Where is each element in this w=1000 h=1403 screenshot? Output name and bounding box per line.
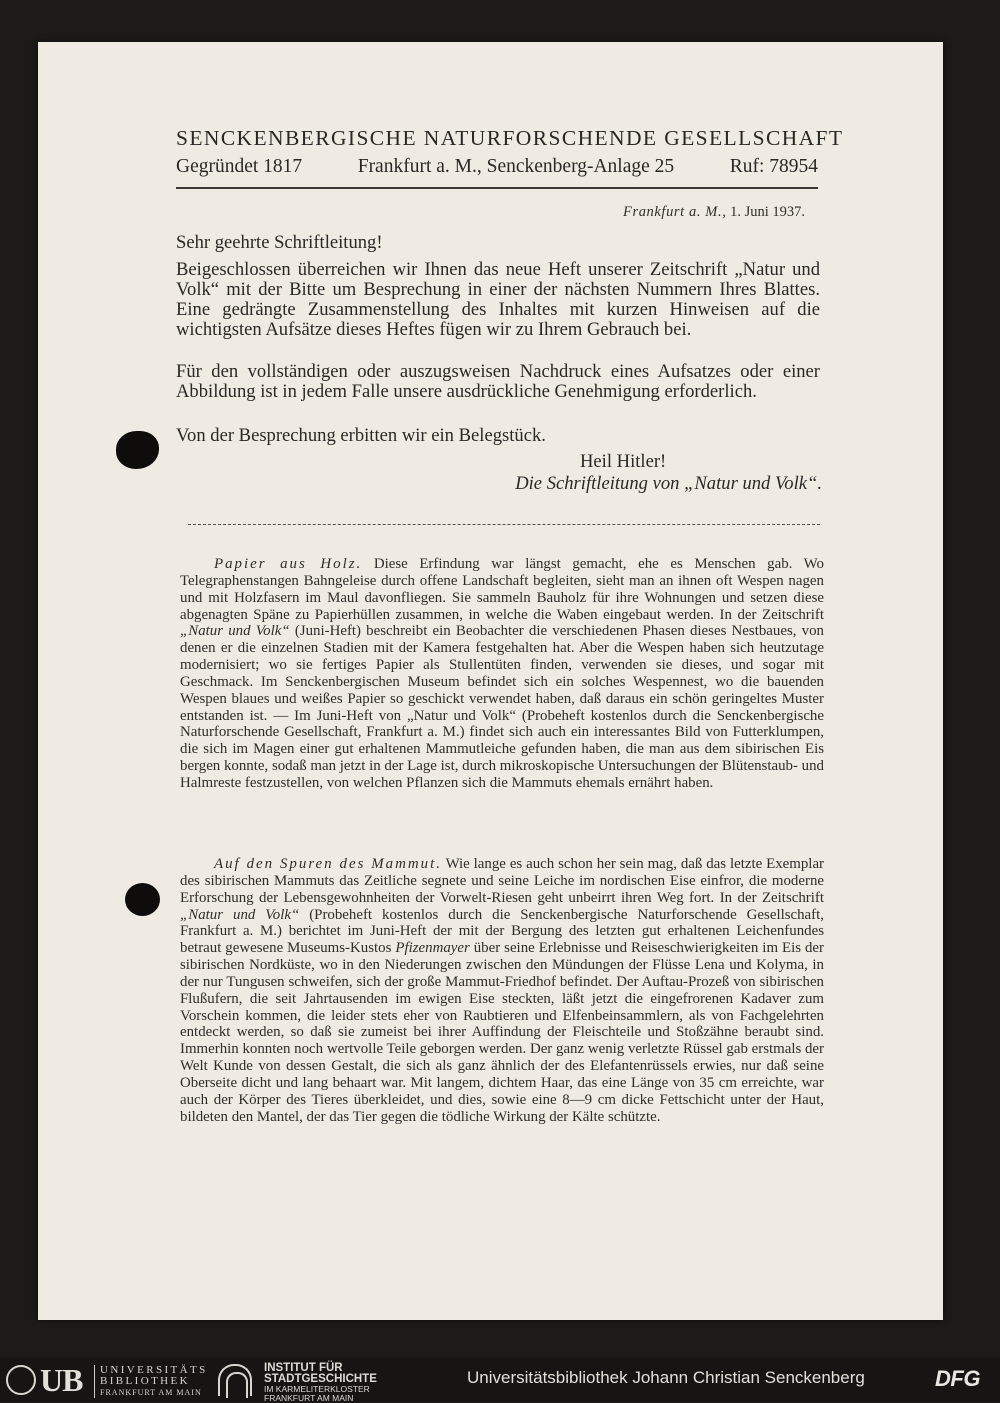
seal-icon <box>6 1365 36 1395</box>
institute-logo-text[interactable] <box>264 1363 377 1403</box>
address: Frankfurt a. M., Senckenberg-Anlage 25 <box>357 156 675 177</box>
ub-logo-text[interactable] <box>94 1365 208 1398</box>
letter-date <box>560 204 805 221</box>
journal-title: „Natur und Volk“ <box>180 623 290 640</box>
ig-line: INSTITUT FÜR <box>264 1362 343 1374</box>
letter-place: Frankfurt a. M., <box>623 204 727 220</box>
punch-hole <box>125 883 160 916</box>
letterhead-details <box>176 156 818 178</box>
article-text: über seine Erlebnisse und Reiseschwierigkeiten im Eis der sibirischen Nordküste, wo in den Niederungen zwischen den Mündungen der Flüsse Lena und Kolyma, in der nur Tungusen schweifen, sich der große Mammut-Friedhof befindet. Der Auftau-Prozeß von sibirischen Flußufern, die seit Jahrtausenden im ewigen Eise steckten, läßt jetzt die eingefrorenen Kadaver zum Vorschein kommen, die leider stets eher von Raubtieren und Elfenbeinsammlern, als von Fachgelehrten entdeckt werden, so daß sie zumeist bei ihrer Auffindung der Fleischteile und Stoßzähne beraubt sind. Immerhin konnten noch wertvolle Teile geborgen werden. Der ganz wenig verletzte Rüssel gab erstmals der Welt Kunde von dessen Gestalt, die sich als ganz ähnlich der des Elefantenrüssels erwies, nur daß seine Oberseite dicht und lang behaart war. Mit langem, dichtem Haar, das eine Länge von 35 cm erreichte, war auch der Körper des Tieres überkleidet, und dies, sowie eine 8—9 cm dicke Fettschicht unter der Haut, bildeten den Mantel, der das Tier gegen die tödliche Wirkung der Kälte schützte. <box>180 940 824 1125</box>
viewer-footer <box>0 1358 1000 1402</box>
article-paper-from-wood <box>180 556 824 792</box>
journal-title: „Natur und Volk“ <box>180 906 300 923</box>
article-mammoth-tracks <box>180 856 824 1126</box>
signature: Die Schriftleitung von „Natur und Volk“. <box>515 473 822 494</box>
phone-number: Ruf: 78954 <box>729 156 818 177</box>
organization-name: SENCKENBERGISCHE NATURFORSCHENDE GESELLSCHAFT <box>176 126 844 150</box>
cut-line <box>188 524 820 525</box>
library-name-link[interactable]: Universitätsbibliothek Johann Christian Senckenberg <box>467 1368 865 1387</box>
article-kicker: Papier aus Holz. <box>214 556 363 572</box>
ig-line: FRANKFURT AM MAIN <box>264 1393 354 1403</box>
letter-paragraph: Für den vollständigen oder auszugsweisen Nachdruck eines Aufsatzes oder einer Abbildung ist in jedem Falle unsere ausdrückliche Genehmigung erforderlich. <box>176 361 820 402</box>
article-text: Wie lange es auch schon her sein mag, daß das letzte Exemplar des sibirischen Mammuts das Zeitliche segnete und seine Leiche im nordischen Eise einfror, die moderne Erforschung der Lebensgewohnheiten der Vorwelt-Riesen geht unbeirrt ihren Weg fort. In der Zeitschrift <box>180 856 825 906</box>
ig-line: IM KARMELITERKLOSTER <box>264 1384 370 1394</box>
salutation: Sehr geehrte Schriftleitung! <box>176 232 383 253</box>
institute-arch-icon <box>218 1364 252 1396</box>
ub-logo-mark[interactable]: UB <box>40 1362 83 1398</box>
dfg-logo[interactable]: DFG <box>935 1366 980 1391</box>
ub-line: FRANKFURT AM MAIN <box>100 1388 202 1397</box>
ub-line: BIBLIOTHEK <box>100 1375 190 1387</box>
person-name: Pfizenmayer <box>395 940 470 957</box>
letterhead-rule <box>176 187 818 189</box>
closing: Heil Hitler! <box>580 451 667 472</box>
letter-paragraph: Von der Besprechung erbitten wir ein Belegstück. <box>176 425 546 446</box>
letter-date-value: 1. Juni 1937. <box>730 204 805 220</box>
article-text: (Probeheft kostenlos durch die Senckenbergische Naturforschende Gesellschaft, Frankfurt a. M.) berichtet im Juni-Heft der mit der Bergung des letzten gut erhaltenen Leichenfundes betraut gewesene Museums-Kustos <box>180 906 824 957</box>
article-text: (Juni-Heft) beschreibt ein Beobachter die verschiedenen Phasen dieses Nestbaues, von denen er die einzelnen Stadien mit der Kamera festgehalten hat. Aber die Wespen haben sich heutzutage modernisiert; wo sie fertiges Papier als Stullentüten finden, verwenden sie dieses, und sogar mit Geschmack. Im Senckenbergischen Museum befindet sich ein solches Wespennest, wo die bauenden Wespen blaues und weißes Papier so geschickt verwendet haben, daß daraus ein schön geringeltes Muster entstanden ist. — Im Juni-Heft von „Natur und Volk“ (Probeheft kostenlos durch die Senckenbergische Naturforschende Gesellschaft, Frankfurt a. M.) findet sich auch ein interessantes Bild von Futterklumpen, die sich im Magen einer gut erhaltenen Mammutleiche gefunden haben, die man aus dem sibirischen Eis bergen konnte, sodaß man jetzt in der Lage ist, durch mikroskopische Untersuchungen der Blütenstaub- und Halmreste festzustellen, von welchen Pflanzen sich die Mammuts ehemals ernährt haben. <box>180 623 824 791</box>
ub-line: UNIVERSITÄTS <box>100 1364 208 1376</box>
article-kicker: Auf den Spuren des Mammut. <box>214 856 442 872</box>
ig-line: STADTGESCHICHTE <box>264 1373 377 1385</box>
article-text: Diese Erfindung war längst gemacht, ehe es Menschen gab. Wo Telegraphenstangen Bahngeleise durch offene Landschaft begleiten, sieht man an ihnen oft Wespen nagen und mit Holzfasern im Maul davonfliegen. Sie sammeln Bauholz für ihre Wohnungen und setzen diese abgenagten Späne zu Papierhüllen zusammen, in welche die Waben eingebaut werden. In der Zeitschrift <box>180 556 824 623</box>
letter-paragraph: Beigeschlossen überreichen wir Ihnen das neue Heft unserer Zeitschrift „Natur und Volk“ mit der Bitte um Besprechung in einer der nächsten Nummern Ihres Blattes. Eine gedrängte Zusammenstellung des Inhaltes mit kurzen Hinweisen auf die wichtigsten Aufsätze dieses Heftes fügen wir zu Ihrem Gebrauch bei. <box>176 259 820 340</box>
founded-year: Gegründet 1817 <box>176 156 303 177</box>
